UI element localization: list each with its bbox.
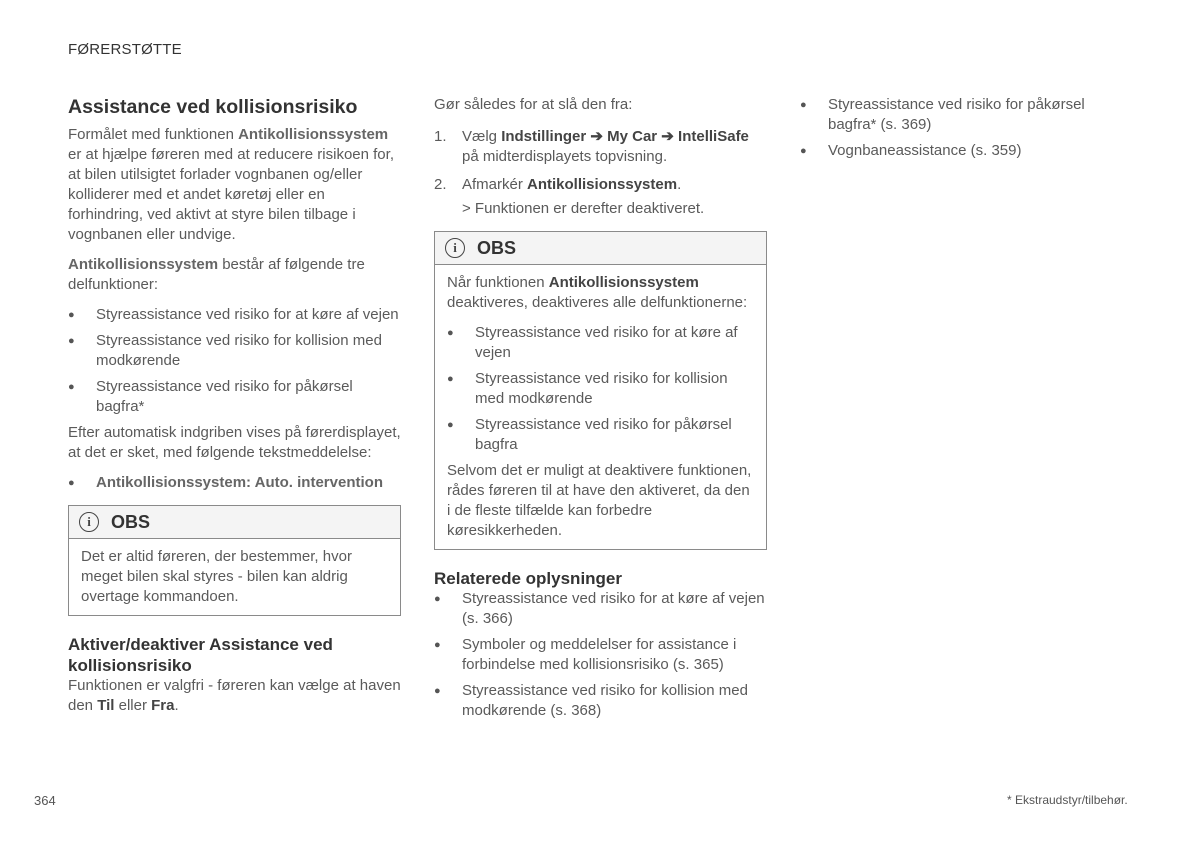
til-option: Til xyxy=(97,697,115,714)
function-name: Antikollisionssystem xyxy=(548,274,699,291)
activate-text-pre: Funktionen er valgfri - føreren kan vælge at haven den xyxy=(68,677,401,714)
related-list-continued xyxy=(800,95,1125,161)
intervention-paragraph: Efter automatisk indgriben vises på førerdisplayet, at det er sket, med følgende tekstmeddelelse: xyxy=(68,424,401,461)
obs-text-post: deaktiveres, deaktiveres alle delfunktionerne: xyxy=(447,294,748,311)
column-right xyxy=(800,95,1125,167)
steps-list xyxy=(434,127,767,219)
section-header: FØRERSTØTTE xyxy=(68,41,182,58)
function-name: Antikollisionssystem xyxy=(527,176,678,193)
related-link[interactable]: ● Styreassistance ved risiko for påkørsel bagfra* (s. 369) xyxy=(800,95,1125,135)
obs-header xyxy=(435,232,766,265)
intro-text-post: er at hjælpe føreren med at reducere risikoen for, at bilen utilsigtet forlader vognbanen og/eller kolliderer med et andet køretøj eller en forhindring, ved aktivt at styre bilen tilbage i vognbanen eller undvige. xyxy=(68,146,394,243)
steps-intro: Gør således for at slå den fra: xyxy=(434,96,633,113)
menu-intellisafe: IntelliSafe xyxy=(678,128,749,145)
page-title: Assistance ved kollisionsrisiko xyxy=(68,96,358,118)
list-item: ● Styreassistance ved risiko for kollision med modkørende xyxy=(447,369,754,409)
fra-option: Fra xyxy=(151,697,175,714)
related-heading: Relaterede oplysninger xyxy=(434,569,623,588)
related-link[interactable]: ● Vognbaneassistance (s. 359) xyxy=(800,141,1125,161)
subfunctions-paragraph xyxy=(68,255,401,295)
section-heading-activate: Aktiver/deaktiver Assistance ved kollisionsrisiko xyxy=(68,635,333,675)
obs-paragraph xyxy=(447,273,754,313)
obs-box xyxy=(68,505,401,616)
obs-body xyxy=(69,539,400,615)
activate-text-mid: eller xyxy=(114,697,152,714)
obs-body xyxy=(435,265,766,549)
step-result: > Funktionen er derefter deaktiveret. xyxy=(462,200,705,217)
activate-paragraph xyxy=(68,676,401,716)
related-link[interactable]: ● Symboler og meddelelser for assistance i forbindelse med kollisionsrisiko (s. 365) xyxy=(434,635,767,675)
page-number: 364 xyxy=(34,793,56,808)
obs-box xyxy=(434,231,767,550)
list-item: ● Styreassistance ved risiko for kollision med modkørende xyxy=(68,331,401,371)
subfunctions-list xyxy=(68,305,401,417)
step-text: Afmarkér xyxy=(462,176,528,193)
footnote: * Ekstraudstyr/tilbehør. xyxy=(1007,793,1128,807)
obs-list xyxy=(447,323,754,455)
intro-paragraph xyxy=(68,125,401,245)
column-middle xyxy=(434,95,767,727)
activate-text-end: . xyxy=(174,697,179,714)
list-item: ● Styreassistance ved risiko for påkørsel bagfra xyxy=(447,415,754,455)
list-item-message: ● Antikollisionssystem: Auto. intervention xyxy=(68,473,401,493)
related-link[interactable]: ● Styreassistance ved risiko for at køre af vejen (s. 366) xyxy=(434,589,767,629)
subfunctions-text: består af følgende tre delfunktioner: xyxy=(68,256,365,293)
step-text: . xyxy=(677,176,682,193)
list-item: ● Styreassistance ved risiko for at køre af vejen xyxy=(68,305,401,325)
arrow-right-icon: ➔ xyxy=(657,128,679,145)
info-icon: i xyxy=(79,512,99,532)
step-number: 1. xyxy=(434,128,447,145)
step-text: Vælg xyxy=(462,128,502,145)
obs-header xyxy=(69,506,400,539)
step-1 xyxy=(434,127,767,167)
related-link[interactable]: ● Styreassistance ved risiko for kollision med modkørende (s. 368) xyxy=(434,681,767,721)
obs-title: OBS xyxy=(477,238,517,258)
intro-function-name: Antikollisionssystem xyxy=(238,126,389,143)
menu-settings: Indstillinger xyxy=(501,128,587,145)
obs-advice: Selvom det er muligt at deaktivere funktionen, rådes føreren til at have den aktiveret, da den i de fleste tilfælde kan forbedre køresikkerheden. xyxy=(447,462,752,539)
list-item: ● Styreassistance ved risiko for at køre af vejen xyxy=(447,323,754,363)
step-2 xyxy=(434,175,767,219)
step-number: 2. xyxy=(434,176,447,193)
list-item: ● Styreassistance ved risiko for påkørsel bagfra* xyxy=(68,377,401,417)
subfunctions-function-name: Antikollisionssystem xyxy=(68,256,219,273)
column-left xyxy=(68,95,401,726)
obs-title: OBS xyxy=(111,512,151,532)
info-icon: i xyxy=(445,238,465,258)
obs-text: Det er altid føreren, der bestemmer, hvor meget bilen skal styres - bilen kan aldrig overtage kommandoen. xyxy=(81,548,352,605)
obs-text-pre: Når funktionen xyxy=(447,274,549,291)
intro-text-pre: Formålet med funktionen xyxy=(68,126,239,143)
menu-my-car: My Car xyxy=(607,128,658,145)
message-list xyxy=(68,473,401,493)
arrow-right-icon: ➔ xyxy=(586,128,608,145)
step-text: på midterdisplayets topvisning. xyxy=(462,148,668,165)
related-list xyxy=(434,589,767,721)
